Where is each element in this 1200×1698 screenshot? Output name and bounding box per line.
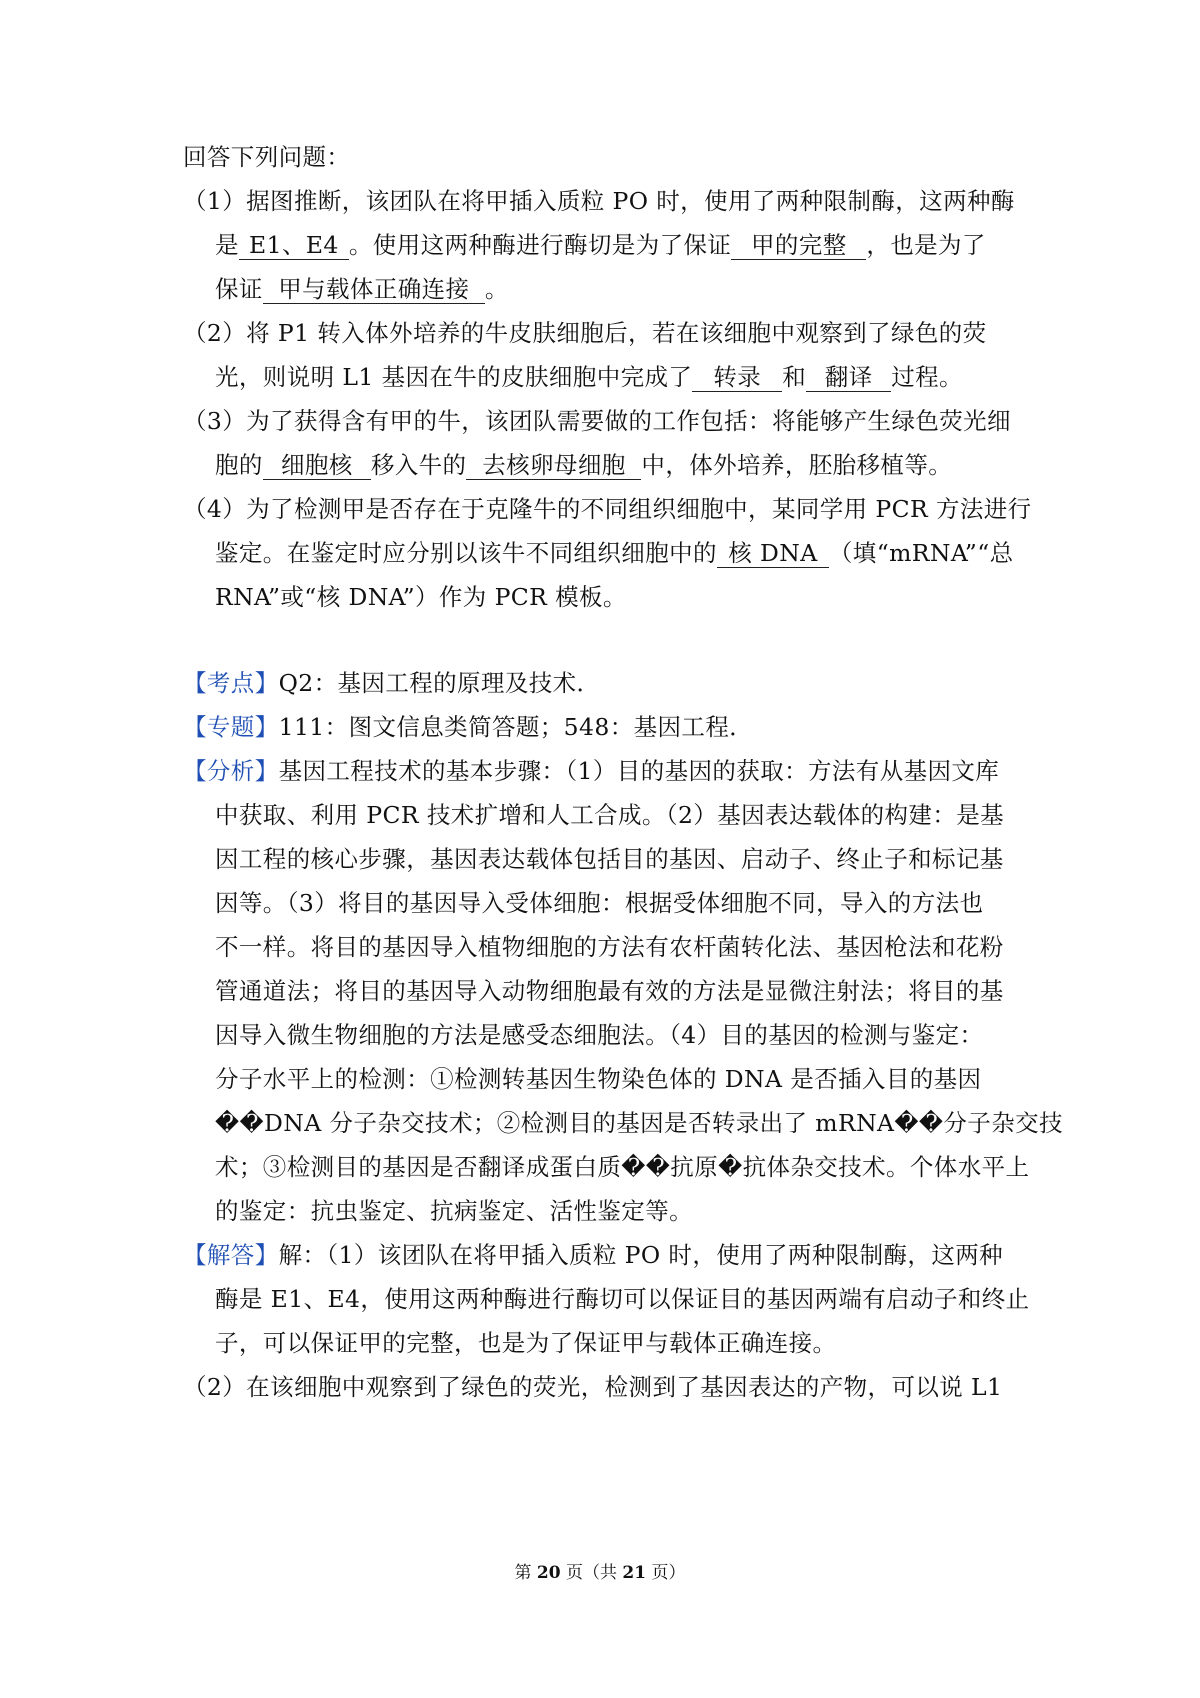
q3-text: 中，体外培养，胚胎移植等。	[641, 451, 953, 479]
q1-line2	[215, 228, 986, 262]
fenxi-line9: ��DNA 分子杂交技术；②检测目的基因是否转录出了 mRNA��分子杂交技	[215, 1109, 1063, 1137]
q2-line1: （2）将 P1 转入体外培养的牛皮肤细胞后，若在该细胞中观察到了绿色的荧	[183, 319, 987, 347]
question-intro: 回答下列问题：	[183, 143, 351, 171]
answer-blank: 去核卵母细胞	[466, 451, 641, 480]
q4-text: 鉴定。在鉴定时应分别以该牛不同组织细胞中的	[215, 539, 717, 567]
fenxi-line8: 分子水平上的检测：①检测转基因生物染色体的 DNA 是否插入目的基因	[215, 1065, 982, 1093]
footer-text: 第	[514, 1563, 537, 1583]
q1-text: ，也是为了	[866, 231, 986, 259]
fenxi-line10: 术；③检测目的基因是否翻译成蛋白质��抗原�抗体杂交技术。个体水平上	[215, 1153, 1030, 1181]
footer-total-pages: 21	[622, 1563, 647, 1583]
answer-blank: 核 DNA	[717, 539, 829, 568]
jieda-text: 解：（1）该团队在将甲插入质粒 PO 时，使用了两种限制酶，这两种	[278, 1241, 1004, 1269]
answer-blank: 细胞核	[263, 451, 371, 480]
zhuanti-tag: 【专题】	[183, 713, 279, 741]
kaodian-line	[183, 666, 600, 700]
q1-line3	[215, 272, 509, 306]
q4-line2	[215, 536, 1014, 570]
fenxi-line7: 因导入微生物细胞的方法是感受态细胞法。（4）目的基因的检测与鉴定：	[215, 1021, 984, 1049]
answer-blank: 翻译	[806, 363, 891, 392]
q1-text: 。使用这两种酶进行酶切是为了保证	[348, 231, 732, 259]
q2-text: 光，则说明 L1 基因在牛的皮肤细胞中完成了	[215, 363, 693, 391]
zhuanti-text: 111：图文信息类简答题；548：基因工程．	[278, 713, 754, 741]
kaodian-tag: 【考点】	[183, 669, 279, 697]
answer-blank: E1、E4	[239, 231, 349, 260]
q1-text: 保证	[215, 275, 263, 303]
jieda-line1	[183, 1238, 1003, 1272]
q3-text: 胞的	[215, 451, 263, 479]
jieda-line3: 子，可以保证甲的完整，也是为了保证甲与载体正确连接。	[215, 1329, 837, 1357]
fenxi-tag: 【分析】	[183, 757, 279, 785]
q2-text: 过程。	[891, 363, 963, 391]
footer-text: 页（共	[560, 1563, 623, 1583]
jieda-line4: （2）在该细胞中观察到了绿色的荧光，检测到了基因表达的产物，可以说 L1	[183, 1373, 1003, 1401]
fenxi-line6: 管通道法；将目的基因导入动物细胞最有效的方法是显微注射法；将目的基	[215, 977, 1004, 1005]
q3-text: 移入牛的	[370, 451, 467, 479]
kaodian-text: Q2：基因工程的原理及技术．	[278, 669, 601, 697]
q3-line2	[215, 448, 952, 482]
q2-text: 和	[782, 363, 807, 391]
q1-text: 是	[215, 231, 239, 259]
fenxi-line4: 因等。（3）将目的基因导入受体细胞：根据受体细胞不同，导入的方法也	[215, 889, 984, 917]
fenxi-text: 基因工程技术的基本步骤：（1）目的基因的获取：方法有从基因文库	[278, 757, 1000, 785]
q1-line1: （1）据图推断，该团队在将甲插入质粒 PO 时，使用了两种限制酶，这两种酶	[183, 187, 1015, 215]
zhuanti-line	[183, 710, 753, 744]
q1-text: 。	[484, 275, 509, 303]
footer-text: 页）	[646, 1563, 686, 1583]
q2-line2	[215, 360, 963, 394]
answer-blank: 甲与载体正确连接	[263, 275, 485, 304]
fenxi-line1	[183, 754, 999, 788]
q4-text: （填“mRNA”“总	[828, 539, 1014, 567]
jieda-line2: 酶是 E1、E4，使用这两种酶进行酶切可以保证目的基因两端有启动子和终止	[215, 1285, 1030, 1313]
q4-line3: RNA”或“核 DNA”）作为 PCR 模板。	[215, 583, 627, 611]
fenxi-line3: 因工程的核心步骤，基因表达载体包括目的基因、启动子、终止子和标记基	[215, 845, 1004, 873]
q4-line1: （4）为了检测甲是否存在于克隆牛的不同组织细胞中，某同学用 PCR 方法进行	[183, 495, 1032, 523]
jieda-tag: 【解答】	[183, 1241, 279, 1269]
fenxi-line2: 中获取、利用 PCR 技术扩增和人工合成。（2）基因表达载体的构建：是基	[215, 801, 1005, 829]
q3-line1: （3）为了获得含有甲的牛，该团队需要做的工作包括：将能够产生绿色荧光细	[183, 407, 1011, 435]
page-footer	[0, 1561, 1200, 1585]
answer-blank: 甲的完整	[731, 231, 866, 260]
fenxi-line5: 不一样。将目的基因导入植物细胞的方法有农杆菌转化法、基因枪法和花粉	[215, 933, 1004, 961]
footer-page-number: 20	[536, 1563, 561, 1583]
answer-blank: 转录	[692, 363, 782, 392]
fenxi-line11: 的鉴定：抗虫鉴定、抗病鉴定、活性鉴定等。	[215, 1197, 693, 1225]
